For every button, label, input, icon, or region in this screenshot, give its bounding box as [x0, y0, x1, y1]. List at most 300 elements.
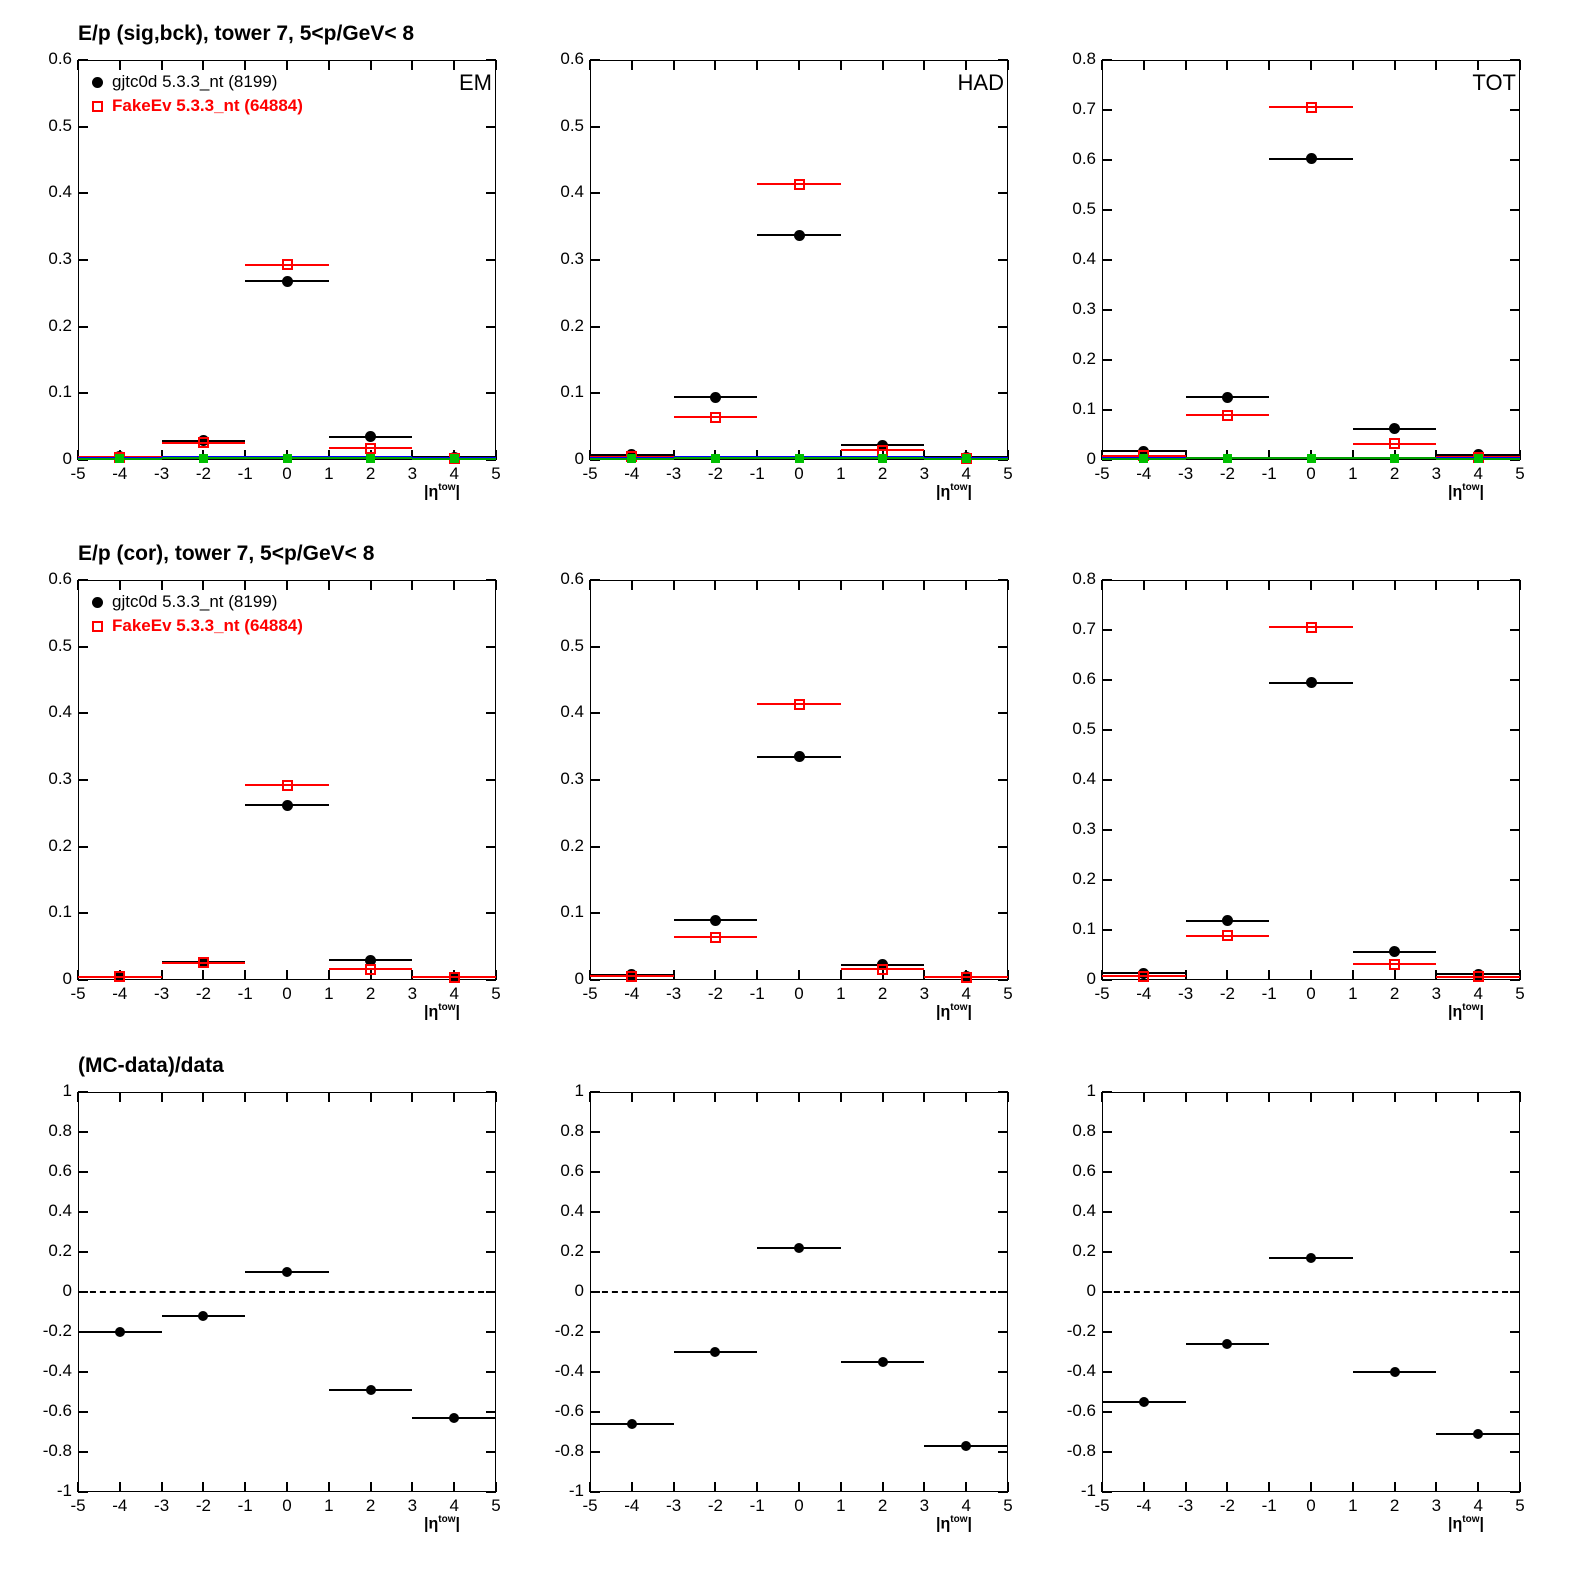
y-tick-label-5-1: 0.1	[1072, 919, 1096, 938]
y-tick-label-5-0: 0	[1086, 969, 1096, 988]
x-tickmark	[1477, 1092, 1479, 1102]
x-tickmark	[1268, 970, 1270, 980]
data-point-marker	[710, 932, 721, 943]
x-tick-label-4-5: 0	[794, 984, 804, 1003]
y-tickmark	[486, 192, 496, 194]
x-tickmark	[714, 60, 716, 70]
y-tickmark	[78, 1411, 88, 1413]
y-tickmark	[998, 326, 1008, 328]
data-point-marker	[1306, 153, 1317, 164]
x-tick-label-2-0: -5	[1094, 464, 1110, 483]
x-tick-label-2-5: 0	[1306, 464, 1316, 483]
x-tickmark	[1352, 580, 1354, 590]
data-point-marker	[1307, 454, 1316, 463]
y-tick-label-0-3: 0.3	[48, 249, 72, 268]
x-tick-label-8-4: -1	[1261, 1496, 1277, 1515]
x-tickmark	[1310, 580, 1312, 590]
y-tick-label-7-9: 0.8	[560, 1121, 584, 1140]
y-tickmark	[1102, 1331, 1112, 1333]
x-tickmark	[1185, 580, 1187, 590]
x-tick-label-7-7: 2	[877, 1496, 888, 1515]
x-tickmark	[1477, 1482, 1479, 1492]
y-tick-label-3-5: 0.5	[48, 635, 72, 655]
x-tick-label-4-7: 2	[877, 984, 888, 1003]
ratio-point-marker	[282, 1267, 292, 1277]
y-tick-label-2-1: 0.1	[1072, 399, 1096, 418]
x-tickmark	[673, 1092, 675, 1102]
x-tickmark	[328, 1482, 330, 1492]
data-point-marker	[282, 276, 293, 287]
x-tickmark	[1477, 60, 1479, 70]
y-tickmark	[590, 1331, 600, 1333]
x-tick-label-5-8: 3	[1431, 984, 1442, 1003]
data-point-marker	[114, 971, 125, 982]
x-tick-label-4-10: 5	[1003, 984, 1013, 1003]
y-tick-label-3-6: 0.6	[48, 569, 72, 588]
y-tickmark	[998, 1371, 1008, 1373]
data-point-marker	[794, 230, 805, 241]
y-tick-label-7-8: 0.6	[560, 1161, 584, 1180]
y-tickmark	[998, 392, 1008, 394]
legend-entry-1	[86, 94, 303, 118]
y-tick-label-3-2: 0.2	[48, 835, 72, 855]
y-tick-label-0-0: 0	[62, 449, 72, 468]
y-tickmark	[1102, 929, 1112, 931]
y-tickmark	[1102, 309, 1112, 311]
y-tickmark	[486, 1131, 496, 1133]
x-tick-label-5-7: 2	[1389, 984, 1400, 1003]
y-tickmark	[1510, 1411, 1520, 1413]
x-tick-label-2-7: 2	[1389, 464, 1400, 483]
x-tickmark	[923, 580, 925, 590]
x-tickmark	[1268, 580, 1270, 590]
y-tickmark	[78, 192, 88, 194]
x-tick-label-3-9: 4	[449, 984, 459, 1003]
row-title-1: E/p (sig,bck), tower 7, 5<p/GeV< 8	[78, 22, 415, 45]
legend-entry-1	[86, 614, 303, 638]
plot-area-row2-col2	[590, 580, 1008, 980]
y-tick-label-7-5: 0	[574, 1281, 584, 1300]
x-tickmark	[1226, 970, 1228, 980]
x-tickmark	[923, 60, 925, 70]
y-tickmark	[1102, 1371, 1112, 1373]
y-tickmark	[1102, 1251, 1112, 1253]
y-tickmark	[1102, 209, 1112, 211]
y-tick-label-8-1: -0.8	[1066, 1441, 1096, 1460]
x-tick-label-1-10: 5	[1003, 464, 1013, 483]
x-tick-label-2-8: 3	[1431, 464, 1442, 483]
x-tick-label-4-3: -2	[707, 984, 723, 1003]
x-tick-label-0-3: -2	[195, 464, 211, 483]
data-point-marker	[1138, 971, 1149, 982]
x-tickmark	[161, 1482, 163, 1492]
x-tickmark	[119, 580, 121, 590]
x-tickmark	[923, 1482, 925, 1492]
y-tick-label-1-4: 0.4	[560, 182, 584, 202]
x-tickmark	[965, 1092, 967, 1102]
x-tickmark	[882, 1482, 884, 1492]
y-tickmark	[78, 1131, 88, 1133]
reference-line	[1104, 1291, 1518, 1293]
y-tickmark	[590, 712, 600, 714]
x-tickmark	[673, 1482, 675, 1492]
y-tick-label-8-10: 1	[1086, 1081, 1096, 1100]
data-point-marker	[282, 800, 293, 811]
y-tickmark	[1510, 309, 1520, 311]
x-tickmark	[161, 60, 163, 70]
x-tick-label-1-6: 1	[836, 464, 846, 483]
data-point-marker	[1306, 677, 1317, 688]
x-tickmark	[244, 580, 246, 590]
y-tickmark	[998, 1451, 1008, 1453]
x-tickmark	[1352, 1482, 1354, 1492]
x-tickmark	[1143, 580, 1145, 590]
y-tick-label-8-3: -0.4	[1066, 1361, 1096, 1380]
x-tick-label-0-4: -1	[237, 464, 253, 483]
x-tickmark	[1519, 60, 1521, 70]
x-tick-label-4-9: 4	[961, 984, 971, 1003]
x-tick-label-7-8: 3	[919, 1496, 930, 1515]
x-tickmark	[411, 60, 413, 70]
y-tickmark	[1510, 159, 1520, 161]
x-tick-label-7-6: 1	[836, 1496, 846, 1515]
y-tick-label-1-3: 0.3	[560, 249, 584, 268]
x-tickmark	[882, 1092, 884, 1102]
y-tickmark	[486, 846, 496, 848]
x-tick-label-3-6: 1	[324, 984, 334, 1003]
legend-label-1: FakeEv 5.3.3_nt (64884)	[112, 96, 303, 115]
data-point-marker	[366, 454, 375, 463]
y-tickmark	[486, 712, 496, 714]
y-tickmark	[1102, 579, 1112, 581]
y-tick-label-6-5: 0	[62, 1281, 72, 1300]
legend-row2	[86, 590, 303, 638]
y-tickmark	[78, 712, 88, 714]
y-tickmark	[998, 646, 1008, 648]
x-tickmark	[1007, 580, 1009, 590]
x-tickmark	[589, 60, 591, 70]
x-tick-label-1-4: -1	[749, 464, 765, 483]
y-tickmark	[998, 1411, 1008, 1413]
x-tick-label-7-4: -1	[749, 1496, 765, 1515]
x-tickmark	[589, 1092, 591, 1102]
y-tickmark	[590, 126, 600, 128]
y-tickmark	[590, 912, 600, 914]
x-tick-label-5-3: -2	[1219, 984, 1235, 1003]
y-tickmark	[1102, 259, 1112, 261]
y-tick-label-4-4: 0.4	[560, 702, 584, 722]
x-tickmark	[673, 60, 675, 70]
ratio-point-marker	[1139, 1397, 1149, 1407]
x-tickmark	[1268, 60, 1270, 70]
x-tick-label-1-7: 2	[877, 464, 888, 483]
x-tick-label-1-8: 3	[919, 464, 930, 483]
y-tickmark	[1102, 879, 1112, 881]
x-tickmark	[119, 1092, 121, 1102]
x-tick-label-4-0: -5	[582, 984, 598, 1003]
y-tickmark	[1510, 359, 1520, 361]
y-tickmark	[1102, 1451, 1112, 1453]
x-tickmark	[798, 580, 800, 590]
x-tick-label-8-9: 4	[1473, 1496, 1483, 1515]
y-tickmark	[486, 126, 496, 128]
x-tick-label-6-10: 5	[491, 1496, 501, 1515]
x-tickmark	[286, 1482, 288, 1492]
y-tick-label-2-2: 0.2	[1072, 349, 1096, 368]
y-tick-label-1-5: 0.5	[560, 115, 584, 135]
x-tickmark	[244, 60, 246, 70]
y-tick-label-8-7: 0.4	[1072, 1201, 1096, 1220]
x-tickmark	[411, 1092, 413, 1102]
y-tickmark	[78, 59, 88, 61]
x-tickmark	[1226, 1482, 1228, 1492]
x-tick-label-3-1: -4	[112, 984, 128, 1003]
y-tickmark	[486, 1171, 496, 1173]
x-tickmark	[1007, 1482, 1009, 1492]
y-tickmark	[998, 846, 1008, 848]
ratio-point-marker	[627, 1419, 637, 1429]
y-tickmark	[486, 779, 496, 781]
x-tick-label-4-2: -3	[666, 984, 682, 1003]
y-tickmark	[486, 1411, 496, 1413]
y-tick-label-4-5: 0.5	[560, 635, 584, 655]
x-tickmark	[756, 1482, 758, 1492]
x-tick-label-1-5: 0	[794, 464, 804, 483]
x-tick-label-8-3: -2	[1219, 1496, 1235, 1515]
x-tickmark	[244, 1482, 246, 1492]
x-tick-label-3-8: 3	[407, 984, 418, 1003]
y-tickmark	[78, 126, 88, 128]
x-axis-title-5: $|\eta^{tow}|$	[1448, 1002, 1484, 1021]
x-tickmark	[119, 60, 121, 70]
y-tickmark	[486, 1251, 496, 1253]
y-tickmark	[78, 1491, 88, 1493]
x-tick-label-0-5: 0	[282, 464, 292, 483]
y-tick-label-8-4: -0.2	[1066, 1321, 1096, 1340]
data-point-marker	[794, 699, 805, 710]
y-tickmark	[486, 1331, 496, 1333]
data-point-marker	[1306, 102, 1317, 113]
x-tick-label-1-2: -3	[666, 464, 682, 483]
legend-label-1: FakeEv 5.3.3_nt (64884)	[112, 616, 303, 635]
y-tickmark	[590, 1091, 600, 1093]
data-point-marker	[365, 443, 376, 454]
ratio-point-marker	[794, 1243, 804, 1253]
data-point-marker	[1222, 392, 1233, 403]
x-tickmark	[756, 970, 758, 980]
plot-area-row2-col3	[1102, 580, 1520, 980]
x-tickmark	[714, 970, 716, 980]
x-axis-title-4: $|\eta^{tow}|$	[936, 1002, 972, 1021]
x-tick-label-3-3: -2	[195, 984, 211, 1003]
x-tick-label-2-4: -1	[1261, 464, 1277, 483]
x-tick-label-2-2: -3	[1178, 464, 1194, 483]
ratio-point-marker	[878, 1357, 888, 1367]
legend-label-0: gjtc0d 5.3.3_nt (8199)	[112, 72, 278, 91]
y-tickmark	[1510, 929, 1520, 931]
x-tickmark	[1101, 580, 1103, 590]
y-tickmark	[998, 192, 1008, 194]
y-tick-label-6-10: 1	[62, 1081, 72, 1100]
x-tickmark	[495, 1092, 497, 1102]
y-tickmark	[486, 646, 496, 648]
y-tick-label-2-8: 0.8	[1072, 49, 1096, 68]
y-tick-label-4-0: 0	[574, 969, 584, 988]
data-point-marker	[877, 964, 888, 975]
y-tickmark	[1510, 1131, 1520, 1133]
x-tickmark	[328, 1092, 330, 1102]
y-tickmark	[1510, 109, 1520, 111]
y-tick-label-6-4: -0.2	[42, 1321, 72, 1340]
y-tickmark	[998, 1211, 1008, 1213]
reference-line	[80, 1291, 494, 1293]
x-tick-label-7-5: 0	[794, 1496, 804, 1515]
y-tickmark	[590, 1411, 600, 1413]
data-point-marker	[962, 454, 971, 463]
plot-area-row1-col2	[590, 60, 1008, 460]
x-axis-title-7: $|\eta^{tow}|$	[936, 1514, 972, 1533]
x-tick-label-6-2: -3	[154, 1496, 170, 1515]
ratio-point-marker	[115, 1327, 125, 1337]
legend-marker-shape	[92, 101, 103, 112]
x-tickmark	[1101, 1092, 1103, 1102]
y-tickmark	[1102, 1491, 1112, 1493]
x-tickmark	[119, 1482, 121, 1492]
column-label-em: EM	[459, 70, 492, 95]
y-tick-label-8-8: 0.6	[1072, 1161, 1096, 1180]
x-tick-label-6-3: -2	[195, 1496, 211, 1515]
y-tick-label-5-7: 0.7	[1072, 619, 1096, 638]
y-tickmark	[78, 392, 88, 394]
y-tickmark	[590, 192, 600, 194]
x-tickmark	[161, 580, 163, 590]
y-tickmark	[78, 979, 88, 981]
y-tickmark	[590, 779, 600, 781]
data-point-marker	[198, 437, 209, 448]
x-tickmark	[1435, 1482, 1437, 1492]
data-point-marker	[961, 972, 972, 983]
y-tickmark	[486, 326, 496, 328]
x-tickmark	[1007, 60, 1009, 70]
x-tick-label-5-10: 5	[1515, 984, 1525, 1003]
x-tick-label-8-0: -5	[1094, 1496, 1110, 1515]
x-tickmark	[1394, 580, 1396, 590]
x-tick-label-1-9: 4	[961, 464, 971, 483]
x-tick-label-0-6: 1	[324, 464, 334, 483]
x-tickmark	[453, 60, 455, 70]
x-tickmark	[840, 1092, 842, 1102]
y-tickmark	[78, 579, 88, 581]
x-tickmark	[495, 1482, 497, 1492]
y-tickmark	[1102, 979, 1112, 981]
x-tickmark	[495, 970, 497, 980]
row-title-2: E/p (cor), tower 7, 5<p/GeV< 8	[78, 542, 375, 565]
data-point-marker	[450, 454, 459, 463]
y-tick-label-5-5: 0.5	[1072, 719, 1096, 738]
x-tick-label-0-8: 3	[407, 464, 418, 483]
x-tickmark	[286, 580, 288, 590]
y-tickmark	[998, 1131, 1008, 1133]
y-tick-label-0-2: 0.2	[48, 315, 72, 335]
y-tick-label-1-2: 0.2	[560, 315, 584, 335]
data-point-marker	[878, 454, 887, 463]
data-point-marker	[283, 454, 292, 463]
y-tickmark	[486, 1371, 496, 1373]
legend-entry-0	[86, 590, 303, 614]
y-tick-label-6-0: -1	[56, 1481, 72, 1500]
y-tickmark	[1102, 829, 1112, 831]
data-point-marker	[1223, 454, 1232, 463]
data-point-marker	[115, 454, 124, 463]
x-tickmark	[77, 1482, 79, 1492]
x-tickmark	[1007, 1092, 1009, 1102]
x-tickmark	[756, 580, 758, 590]
legend-label-0: gjtc0d 5.3.3_nt (8199)	[112, 592, 278, 611]
x-tick-label-7-10: 5	[1003, 1496, 1013, 1515]
x-tickmark	[840, 580, 842, 590]
x-tick-label-5-6: 1	[1348, 984, 1358, 1003]
x-tick-label-8-5: 0	[1306, 1496, 1316, 1515]
legend-entry-0	[86, 70, 303, 94]
x-tick-label-8-10: 5	[1515, 1496, 1525, 1515]
x-tickmark	[1185, 60, 1187, 70]
y-tick-label-2-5: 0.5	[1072, 199, 1096, 218]
x-tickmark	[370, 1092, 372, 1102]
y-tickmark	[1102, 1171, 1112, 1173]
x-tickmark	[1143, 60, 1145, 70]
x-tickmark	[77, 580, 79, 590]
x-tickmark	[714, 1482, 716, 1492]
x-tick-label-5-4: -1	[1261, 984, 1277, 1003]
data-point-marker	[1390, 454, 1399, 463]
x-tick-label-7-0: -5	[582, 1496, 598, 1515]
x-tick-label-2-10: 5	[1515, 464, 1525, 483]
x-tick-label-2-9: 4	[1473, 464, 1483, 483]
y-tickmark	[1510, 679, 1520, 681]
data-point-marker	[1389, 438, 1400, 449]
y-tickmark	[78, 1091, 88, 1093]
y-tickmark	[998, 779, 1008, 781]
data-point-marker	[1474, 454, 1483, 463]
y-tick-label-6-2: -0.6	[42, 1401, 72, 1420]
x-tickmark	[1226, 1092, 1228, 1102]
x-tick-label-6-5: 0	[282, 1496, 292, 1515]
x-tick-label-1-1: -4	[624, 464, 640, 483]
x-tick-label-4-4: -1	[749, 984, 765, 1003]
y-tickmark	[998, 1171, 1008, 1173]
x-tickmark	[1185, 1092, 1187, 1102]
x-tickmark	[1394, 1482, 1396, 1492]
x-tick-label-6-4: -1	[237, 1496, 253, 1515]
ratio-point-marker	[366, 1385, 376, 1395]
y-tickmark	[590, 1171, 600, 1173]
x-tick-label-6-0: -5	[70, 1496, 86, 1515]
x-tick-label-2-1: -4	[1136, 464, 1152, 483]
data-point-marker	[794, 179, 805, 190]
y-tickmark	[1510, 779, 1520, 781]
y-tickmark	[998, 126, 1008, 128]
y-tickmark	[590, 1211, 600, 1213]
y-tick-label-7-6: 0.2	[560, 1241, 584, 1260]
x-tickmark	[756, 60, 758, 70]
y-tickmark	[78, 1371, 88, 1373]
column-label-tot: TOT	[1472, 70, 1516, 95]
y-tick-label-6-8: 0.6	[48, 1161, 72, 1180]
y-tickmark	[1102, 729, 1112, 731]
y-tick-label-4-6: 0.6	[560, 569, 584, 588]
y-tick-label-2-6: 0.6	[1072, 149, 1096, 168]
x-tick-label-8-1: -4	[1136, 1496, 1152, 1515]
